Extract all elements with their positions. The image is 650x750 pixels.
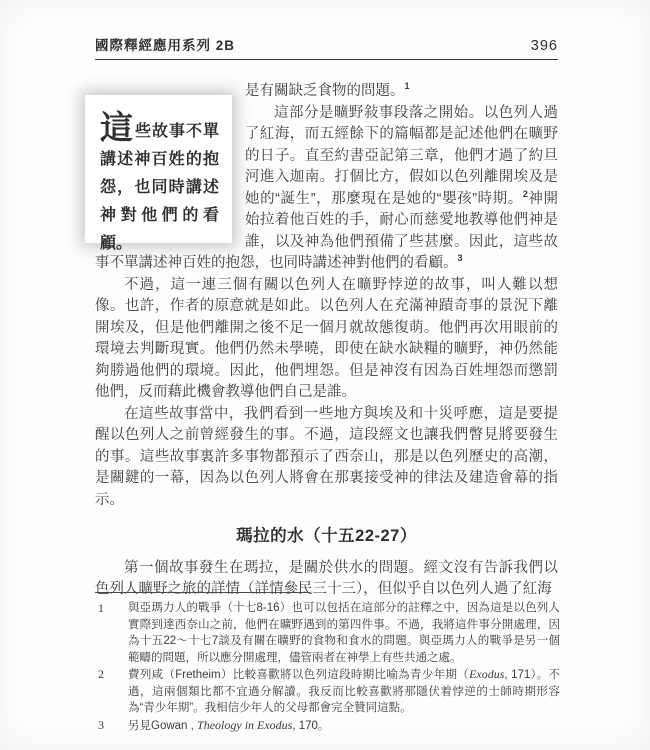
paragraph-text: 是有關缺乏食物的問題。	[245, 83, 405, 99]
footnote-ref-1: 1	[404, 81, 410, 91]
header-rule	[95, 59, 558, 60]
paragraph-rebellion: 不過，這一連三個有關以色列人在曠野悖逆的故事，叫人難以想像。也許，作者的原意就是如此。以色列人在充滿神蹟奇事的景況下離開埃及，但是他們離開之後不足一個月就故態復萌。他們再次用眼前的環境去判斷現實。他們仍然未學曉，即使在缺水缺糧的曠野，神仍然能夠勝過他們的環境。因此，他們埋怨。但是神沒有因為百姓埋怨而懲罰他們，反而藉此機會教導他們自己是誰。	[95, 276, 558, 400]
series-title: 國際釋經應用系列 2B	[95, 38, 236, 53]
footnote-text: 與亞瑪力人的戰爭（十七8-16）也可以包括在這部分的註釋之中，因為這是以色列人實際到達西奈山之前，他們在曠野遇到的第四件事。不過，我將這件事分開處理，因為十五22～十七7談及有關在曠野的食物和食水的問題。與亞瑪力人的戰爭是另一個範疇的問題，所以應分開處理，儘管兩者在神學上有些共通之處。	[128, 602, 560, 664]
book-title-italic: Exodus	[469, 667, 505, 681]
paragraph-text: 這部分是曠野敍事段落之開始。以色列人過了紅海，而五經餘下的篇幅都是記述他們在曠野的日子。直至約書亞記第三章，他們才過了約旦河進入迦南。打個比方，假如以色列離開埃及是她的“誕生”，那麼現在是她的“嬰孩”時期。	[245, 104, 558, 207]
paragraph-foreshadow: 在這些故事當中，我們看到一些地方與埃及和十災呼應，這是要提醒以色列人之前曾經發生的事。不過，這段經文也讓我們瞥見將要發生的事。這些故事裏許多事物都預示了西奈山，那是以色列歷史的高潮，是關鍵的一幕，因為以色列人將會在那裏接受神的律法及建造會幕的指示。	[95, 405, 558, 508]
footnote-number: 3	[98, 717, 104, 732]
footnote-3	[95, 717, 560, 735]
paragraph-marah: 第一個故事發生在瑪拉，是關於供水的問題。經文沒有告訴我們以色列人曠野之旅的詳情（詳情參民三十三），但似乎自以色列人過了紅海	[95, 559, 558, 597]
footnote-separator	[95, 592, 310, 593]
footnote-2	[95, 666, 560, 717]
footnotes-section	[95, 592, 560, 734]
book-title-italic: Theology in Exodus	[197, 717, 293, 732]
footnote-text: , 170。	[292, 719, 330, 732]
footnote-ref-2: 2	[522, 188, 528, 199]
footnote-ref-3: 3	[457, 253, 463, 263]
page-header	[95, 34, 558, 59]
footnote-number: 2	[98, 667, 104, 681]
pull-quote-text: 些故事不單講述神百姓的抱怨，也同時講述神對他們的看顧。	[100, 123, 219, 252]
section-heading: 瑪拉的水（十五22-27）	[236, 527, 417, 545]
pull-quote-box	[85, 95, 232, 252]
footnote-text: 費列咸（Fretheim）比較喜歡將以色列這段時期比喻為青少年期（	[128, 669, 470, 681]
page-number: 396	[530, 38, 558, 54]
footnote-text: 另見Gowan ,	[128, 719, 198, 732]
body-text	[95, 81, 558, 601]
footnote-text: , 171）。不過，這兩個類比都不宜過分解讀。我反而比較喜歡將那隱伏着悖逆的士師時期形容為“青少年期”。我相信少年人的父母都會完全贊同這點。	[128, 669, 560, 714]
paragraph-text: 神開始拉着他百姓的手，耐心而慈愛地教導他們神是誰，以及神為他們預備了些甚麼。因此，這些故事不單講述神百姓的抱怨，也同時講述神對他們的看顧。	[95, 190, 558, 271]
pull-quote-lead-char: 這	[100, 109, 135, 146]
footnote-1	[95, 600, 560, 666]
footnote-number: 1	[98, 601, 104, 615]
